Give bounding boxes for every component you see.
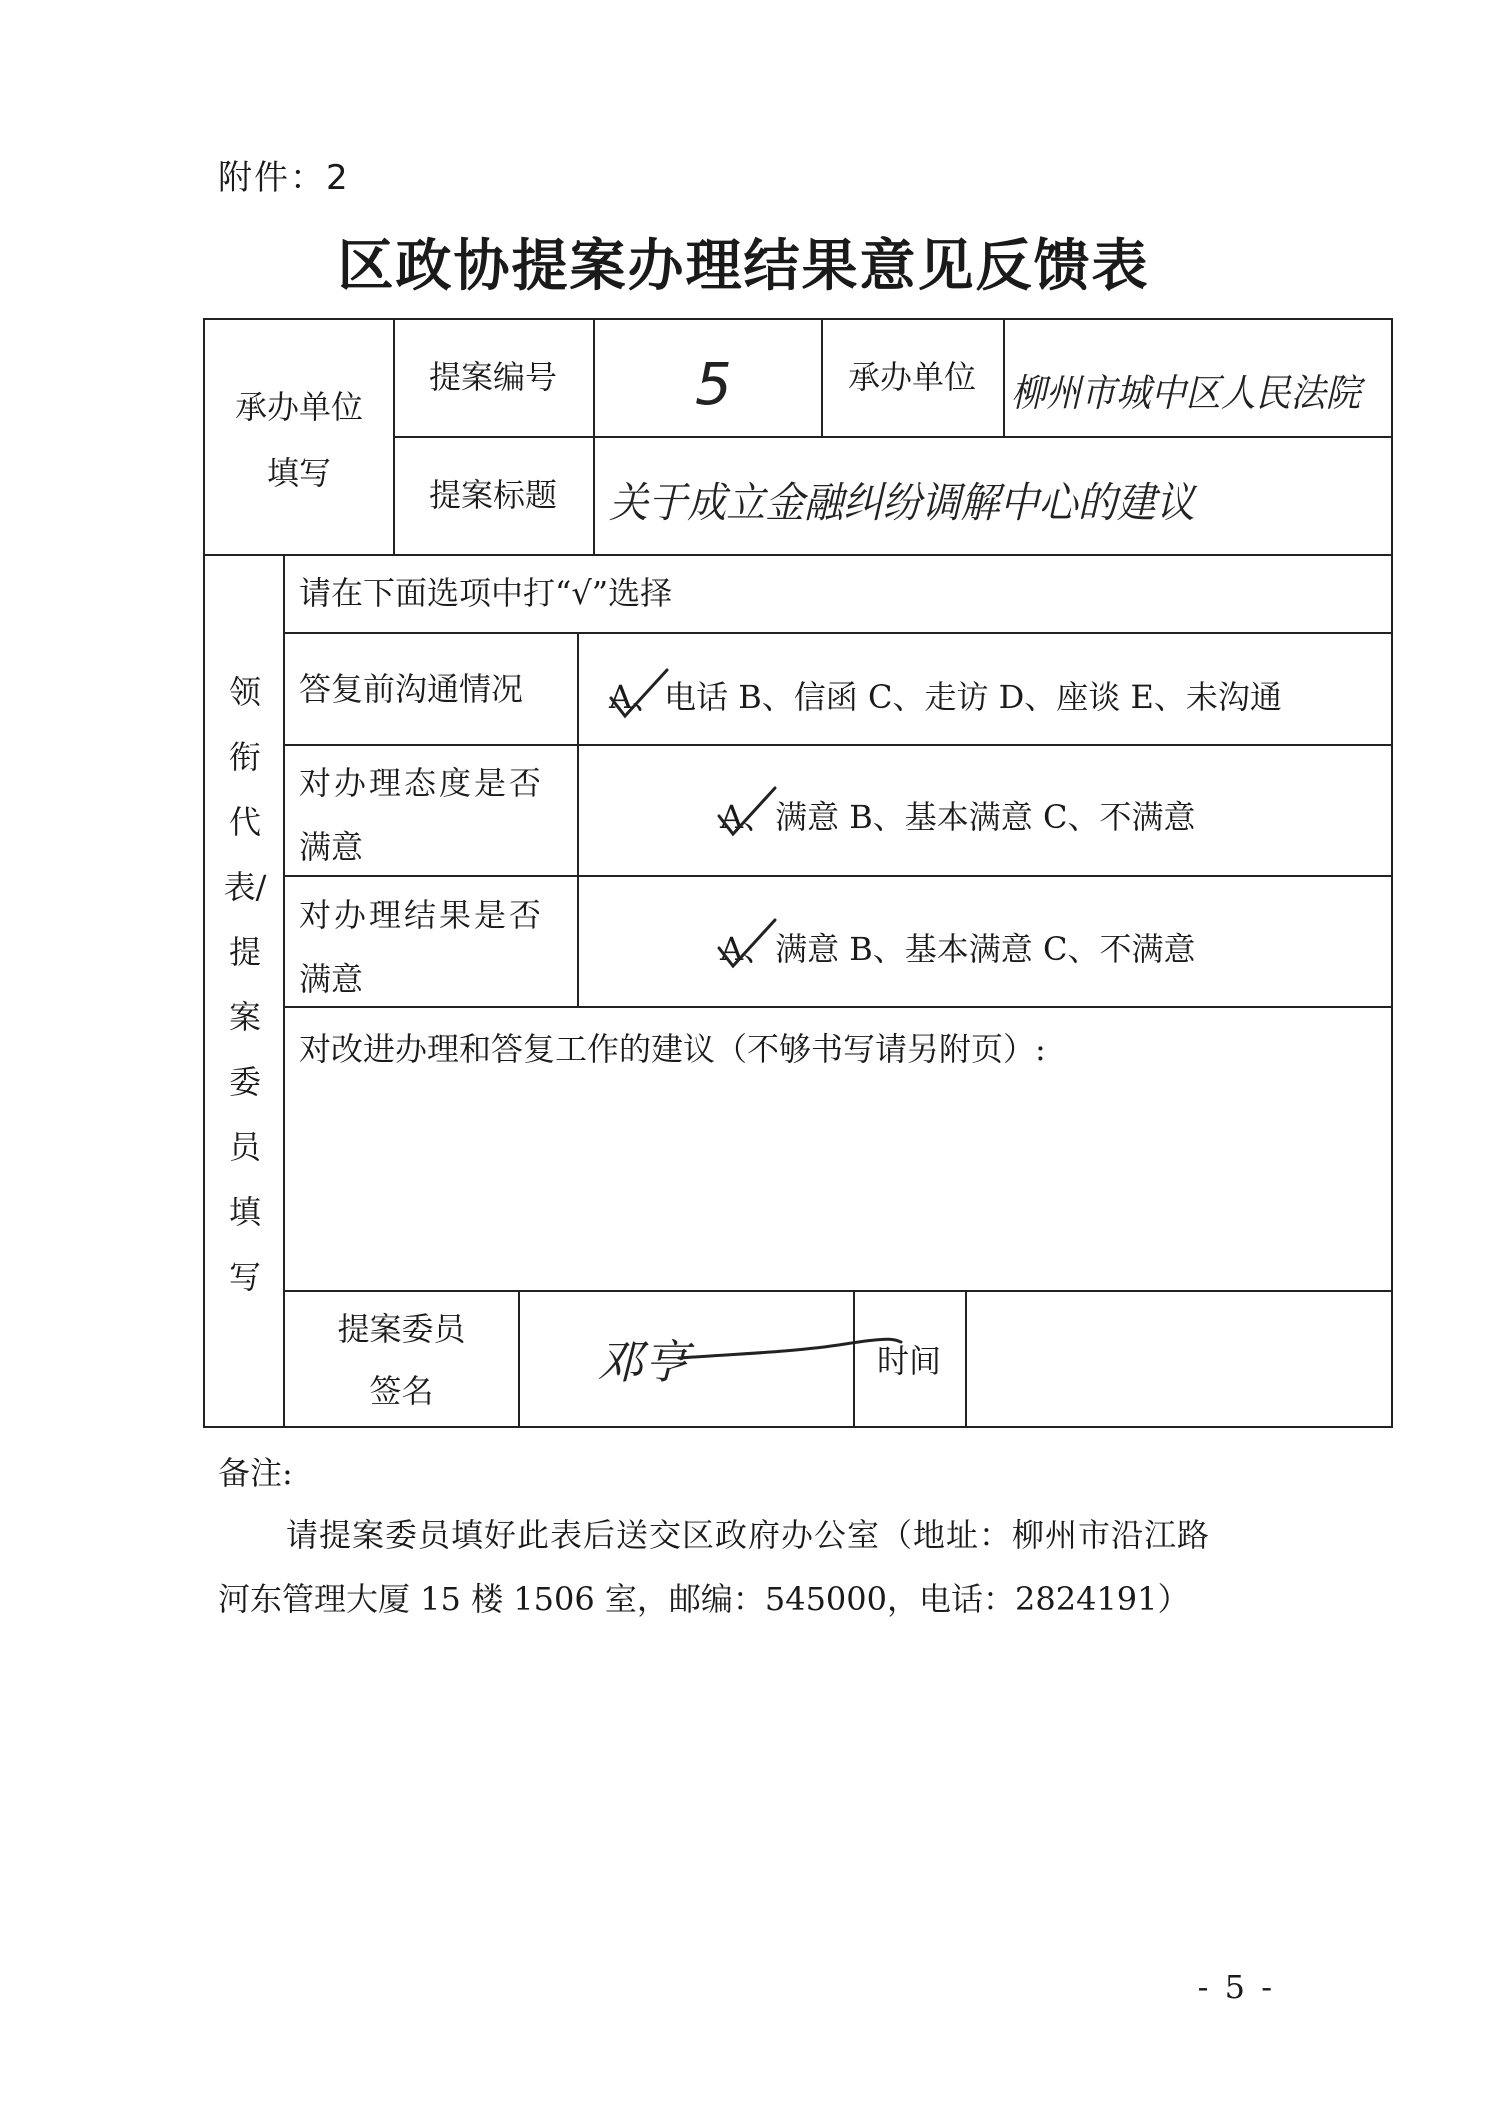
- instruction-text: 请在下面选项中打“√”选择: [299, 574, 673, 612]
- side-char: 案: [228, 998, 261, 1036]
- grid-line: [283, 632, 1393, 634]
- suggestion-label: 对改进办理和答复工作的建议（不够书写请另附页）:: [299, 1030, 1046, 1068]
- grid-line: [283, 1006, 1393, 1008]
- grid-line: [283, 875, 1393, 877]
- suggestion-area[interactable]: [285, 1080, 1391, 1288]
- result-options[interactable]: A、满意 B、基本满意 C、不满意: [720, 930, 1196, 968]
- side-char: 代: [228, 803, 261, 841]
- comm-label: 答复前沟通情况: [299, 670, 524, 708]
- result-label-line2: 满意: [299, 960, 364, 998]
- grid-line: [1003, 320, 1005, 438]
- remarks-line2: 河东管理大厦 15 楼 1506 室，邮编：545000，电话：2824191）: [218, 1580, 1190, 1618]
- grid-line: [518, 1292, 520, 1428]
- proposal-no-label: 提案编号: [428, 358, 557, 396]
- side-char: 领: [228, 673, 261, 711]
- proposal-title-label: 提案标题: [428, 476, 557, 514]
- result-label-line1: 对办理结果是否: [299, 896, 545, 934]
- side-char: 员: [228, 1128, 261, 1166]
- undertaking-unit-label: 承办单位: [847, 358, 976, 396]
- side-char: 表/: [223, 868, 267, 906]
- grid-line: [593, 320, 595, 438]
- remarks-line1: 请提案委员填好此表后送交区政府办公室（地址：柳州市沿江路: [286, 1516, 1211, 1554]
- grid-line: [593, 438, 595, 556]
- feedback-form-table: [203, 318, 1393, 1428]
- proposal-no-value: 5: [695, 350, 732, 418]
- side-char: 填: [228, 1193, 261, 1231]
- attachment-label: 附件：2: [218, 158, 350, 198]
- proposal-title-value: 关于成立金融纠纷调解中心的建议: [609, 478, 1195, 527]
- page-number: - 5 -: [1197, 1968, 1275, 2006]
- attitude-label-line2: 满意: [299, 828, 364, 866]
- section2-side-label: [205, 660, 285, 1310]
- time-label: 时间: [876, 1342, 941, 1380]
- check-mark-icon: [713, 782, 783, 842]
- time-field[interactable]: [967, 1292, 1391, 1426]
- attitude-options[interactable]: A、满意 B、基本满意 C、不满意: [720, 798, 1196, 836]
- signature-label-line2: 签名: [369, 1372, 434, 1410]
- grid-line: [205, 554, 1393, 556]
- grid-line: [283, 744, 1393, 746]
- section1-label-line2: 填写: [266, 454, 331, 492]
- check-mark-icon: [605, 664, 675, 724]
- comm-options[interactable]: A、电话 B、信函 C、走访 D、座谈 E、未沟通: [609, 678, 1282, 716]
- side-char: 写: [228, 1258, 261, 1296]
- undertaking-unit-value: 柳州市城中区人民法院: [1011, 371, 1361, 415]
- side-char: 衔: [228, 738, 261, 776]
- check-mark-icon: [713, 914, 783, 974]
- grid-line: [577, 634, 579, 1006]
- side-char: 提: [228, 933, 261, 971]
- attitude-label-line1: 对办理态度是否: [299, 764, 545, 802]
- grid-line: [393, 436, 1393, 438]
- signature-label-line1: 提案委员: [337, 1310, 466, 1348]
- section1-label-line1: 承办单位: [234, 388, 363, 426]
- side-char: 委: [228, 1063, 261, 1101]
- form-title: 区政协提案办理结果意见反馈表: [337, 233, 1150, 299]
- remarks-label: 备注:: [218, 1454, 293, 1492]
- signature-value: 邓亨: [597, 1335, 689, 1389]
